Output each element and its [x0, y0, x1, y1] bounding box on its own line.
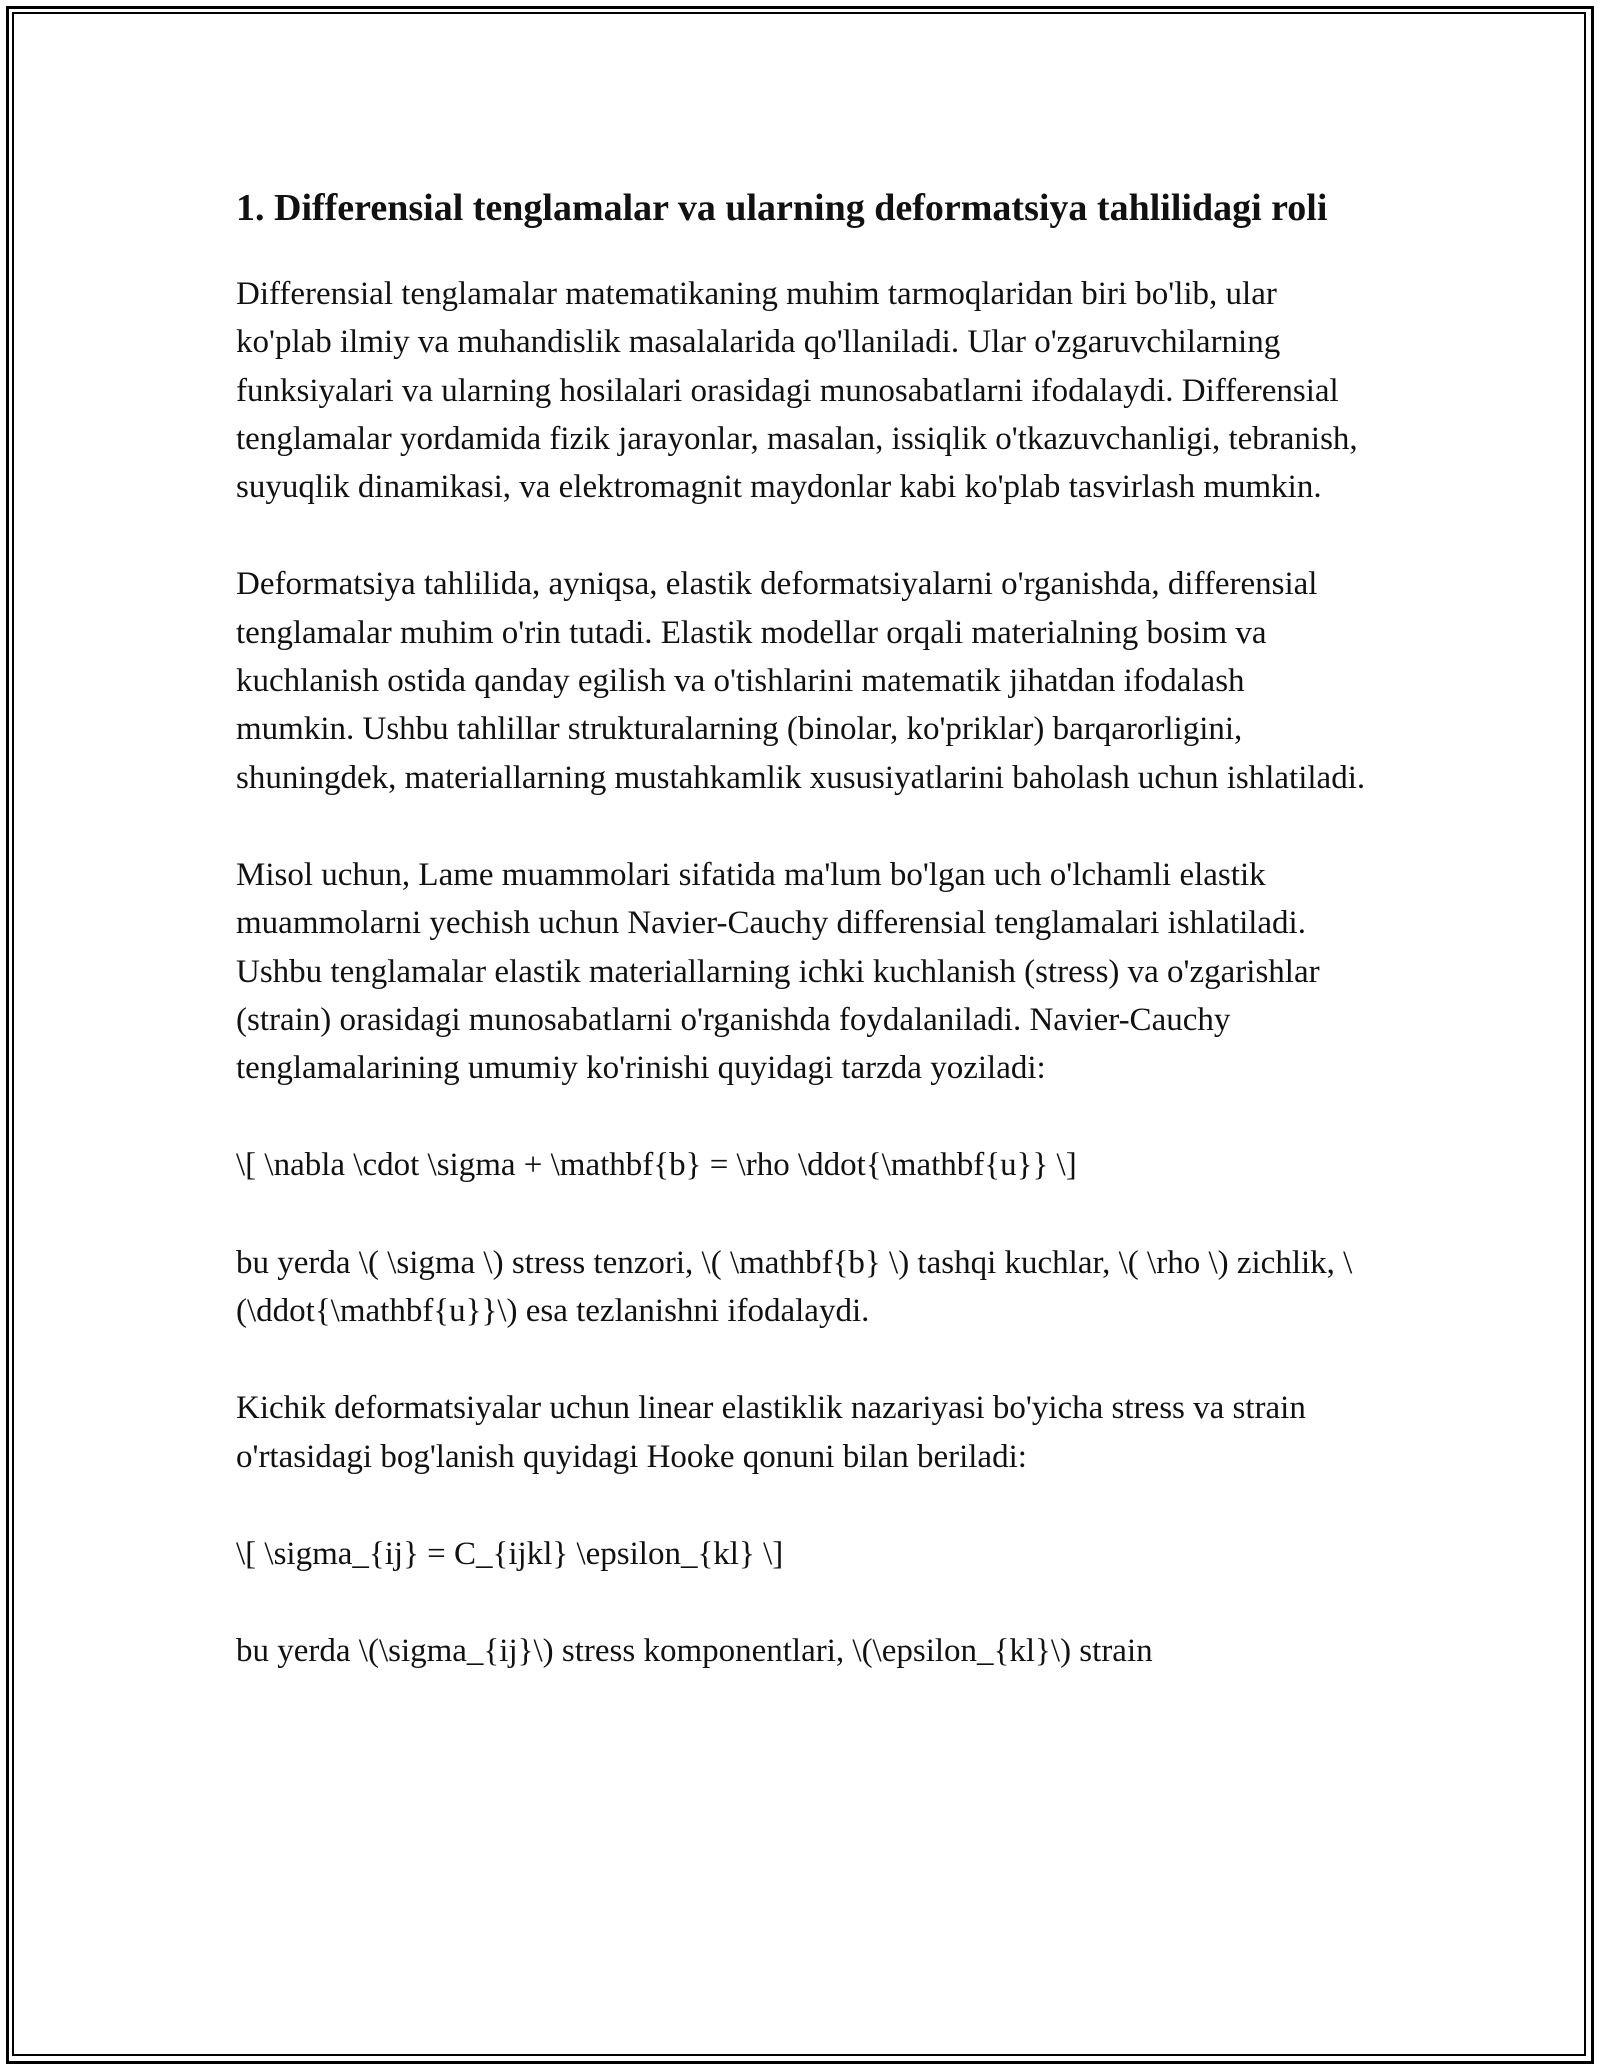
document-body	[236, 180, 1366, 1725]
equation-hooke-law: \[ \sigma_{ij} = C_{ijkl} \epsilon_{kl} \]	[236, 1535, 784, 1572]
paragraph-navier-cauchy: Misol uchun, Lame muammolari sifatida ma'lum bo'lgan uch o'lchamli elastik muammolarni yechish uchun Navier-Cauchy differensial tenglamalari ishlatiladi. Ushbu tenglamalar elastik materiallarning ichki kuchlanish (stress) va o'zgarishlar (strain) orasidagi munosabatlarni o'rganishda foydalaniladi. Navier-Cauchy tenglamalarining umumiy ko'rinishi quyidagi tarzda yoziladi:	[236, 856, 1320, 1087]
paragraph-hooke-intro: Kichik deformatsiyalar uchun linear elastiklik nazariyasi bo'yicha stress va strain o'rtasidagi bog'lanish quyidagi Hooke qonuni bilan beriladi:	[236, 1390, 1306, 1475]
paragraph-hooke-terms: bu yerda \(\sigma_{ij}\) stress komponentlari, \(\epsilon_{kl}\) strain	[236, 1633, 1153, 1670]
paragraph-equation-terms: bu yerda \( \sigma \) stress tenzori, \( \mathbf{b} \) tashqi kuchlar, \( \rho \) zichlik, \(\ddot{\mathbf{u}}\) esa tezlanishni ifodalaydi.	[236, 1244, 1353, 1330]
paragraph-intro: Differensial tenglamalar matematikaning muhim tarmoqlaridan biri bo'lib, ular ko'plab ilmiy va muhandislik masalalarida qo'llaniladi. Ular o'zgaruvchilarning funksiyalari va ularning hosilalari orasidagi munosabatlarni ifodalaydi. Differensial tenglamalar yordamida fizik jarayonlar, masalan, issiqlik o'tkazuvchanligi, tebranish, suyuqlik dinamikasi, va elektromagnit maydonlar kabi ko'plab tasvirlash mumkin.	[236, 276, 1358, 506]
section-heading: 1. Differensial tenglamalar va ularning deformatsiya tahlilidagi roli	[236, 187, 1328, 229]
paragraph-deformation: Deformatsiya tahlilida, ayniqsa, elastik deformatsiyalarni o'rganishda, differensial tenglamalar muhim o'rin tutadi. Elastik modellar orqali materialning bosim va kuchlanish ostida qanday egilish va o'tishlarini matematik jihatdan ifodalash mumkin. Ushbu tahlillar strukturalarning (binolar, ko'priklar) barqarorligini, shuningdek, materiallarning mustahkamlik xususiyatlarini baholash uchun ishlatiladi.	[236, 566, 1366, 796]
equation-navier-cauchy: \[ \nabla \cdot \sigma + \mathbf{b} = \rho \ddot{\mathbf{u}} \]	[236, 1147, 1077, 1184]
